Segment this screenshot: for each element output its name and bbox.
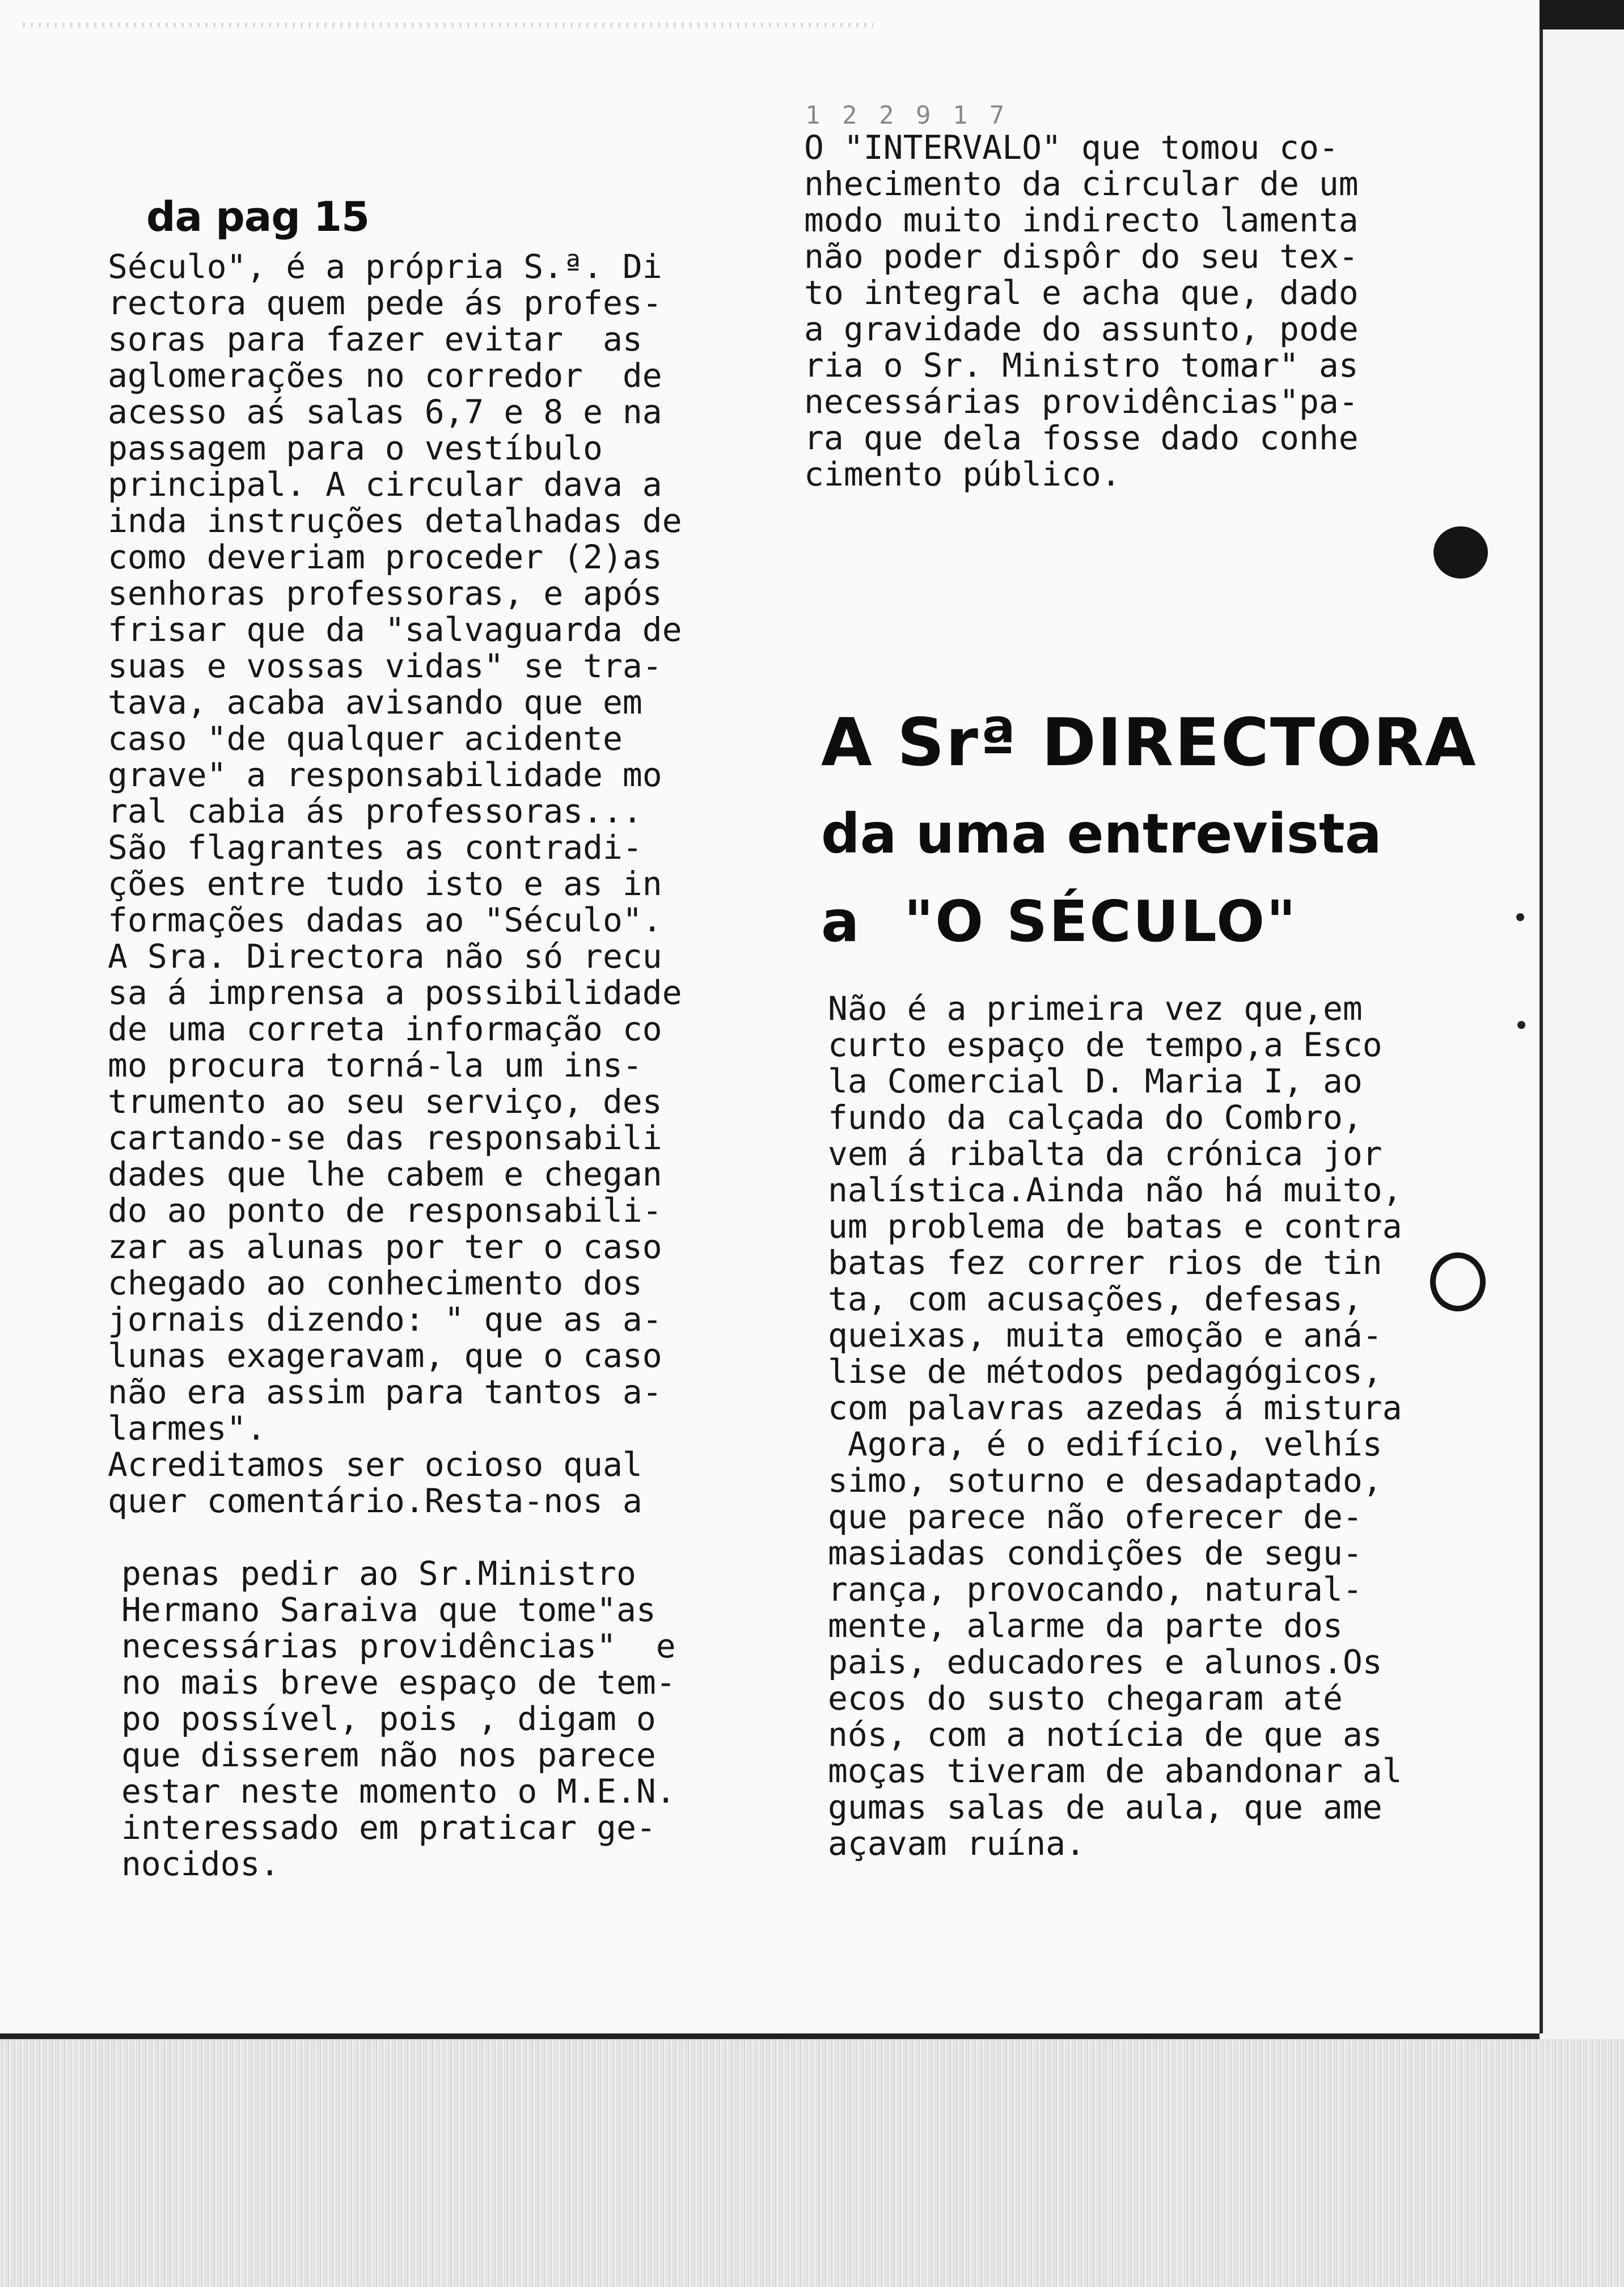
scan-border xyxy=(1540,0,1624,29)
text-line: nós, com a notícia de que as xyxy=(828,1715,1382,1754)
text-line: cartando-se das responsabili xyxy=(108,1119,662,1157)
text-line: Não é a primeira vez que,em xyxy=(828,989,1363,1028)
left-column-bottom xyxy=(121,1555,676,1882)
text-line: O "INTERVALO" que tomou co- xyxy=(804,128,1339,167)
text-line: necessárias providências"pa- xyxy=(804,382,1359,421)
left-column-top xyxy=(108,248,682,1519)
text-line: aglomerações no corredor de xyxy=(108,356,662,395)
text-line: po possível, pois , digam o xyxy=(121,1699,656,1738)
scan-edge xyxy=(0,2033,1540,2039)
text-line: no mais breve espaço de tem- xyxy=(121,1663,676,1702)
headline xyxy=(821,685,1477,977)
text-line: queixas, muita emoção e aná- xyxy=(828,1316,1382,1355)
text-line: zar as alunas por ter o caso xyxy=(108,1227,662,1266)
text-line: vem á ribalta da crónica jor xyxy=(828,1134,1382,1173)
text-line: larmes". xyxy=(108,1409,267,1448)
text-line: pais, educadores e alunos.Os xyxy=(828,1643,1382,1681)
headline-line-1: A Srª DIRECTORA xyxy=(821,704,1477,781)
scan-noise xyxy=(23,23,873,27)
text-line: não era assim para tantos a- xyxy=(108,1373,662,1411)
continued-from-label: da pag 15 xyxy=(146,193,370,240)
text-line: trumento ao seu serviço, des xyxy=(108,1082,662,1121)
text-line: sa á imprensa a possibilidade xyxy=(108,973,682,1012)
text-line: ral cabia ás professoras... xyxy=(108,792,642,830)
text-line: acesso aś salas 6,7 e 8 e na xyxy=(108,393,662,431)
text-line: com palavras azedas á mistura xyxy=(828,1389,1402,1427)
text-line: tava, acaba avisando que em xyxy=(108,683,642,721)
text-line: cimento público. xyxy=(804,455,1121,493)
right-column-bottom xyxy=(828,990,1402,1862)
text-line: necessárias providências" e xyxy=(121,1627,676,1665)
text-line: batas fez correr rios de tin xyxy=(828,1243,1382,1282)
scan-background xyxy=(0,2039,1624,2287)
text-line: suas e vossas vidas" se tra- xyxy=(108,647,662,685)
text-line: ecos do susto chegaram até xyxy=(828,1679,1343,1718)
text-line: São flagrantes as contradi- xyxy=(108,828,642,867)
text-line: Agora, é o edifício, velhís xyxy=(828,1425,1382,1463)
ink-dot-icon xyxy=(1516,913,1524,921)
text-line: de uma correta informação co xyxy=(108,1010,662,1048)
text-line: formações dadas ao "Século". xyxy=(108,901,662,939)
text-line: to integral e acha que, dado xyxy=(804,273,1359,312)
text-line: ra que dela fosse dado conhe xyxy=(804,419,1359,457)
text-line: rança, provocando, natural- xyxy=(828,1570,1363,1609)
text-line: A Sra. Directora não só recu xyxy=(108,937,662,976)
text-line: estar neste momento o M.E.N. xyxy=(121,1772,676,1811)
text-line: lunas exageravam, que o caso xyxy=(108,1336,662,1375)
text-line: quer comentário.Resta-nos a xyxy=(108,1482,642,1520)
text-line: que parece não oferecer de- xyxy=(828,1497,1363,1536)
text-line: masiadas condições de segu- xyxy=(828,1534,1363,1572)
text-line: caso "de qualquer acidente xyxy=(108,719,623,758)
punch-hole-icon xyxy=(1430,1252,1486,1311)
text-line: não poder dispôr do seu tex- xyxy=(804,237,1359,276)
text-line: Hermano Saraiva que tome"as xyxy=(121,1590,656,1629)
text-line: mente, alarme da parte dos xyxy=(828,1606,1343,1645)
text-line: soras para fazer evitar as xyxy=(108,320,642,358)
headline-line-2: da uma entrevista xyxy=(821,802,1382,866)
text-line: um problema de batas e contra xyxy=(828,1207,1402,1246)
text-line: ções entre tudo isto e as in xyxy=(108,864,662,903)
page-stamp: 1 2 2 9 1 7 xyxy=(805,101,1008,130)
text-line: açavam ruína. xyxy=(828,1824,1085,1863)
text-line: gumas salas de aula, que ame xyxy=(828,1788,1382,1826)
text-line: mo procura torná-la um ins- xyxy=(108,1046,642,1085)
text-line: moças tiveram de abandonar al xyxy=(828,1752,1402,1790)
text-line: ta, com acusações, defesas, xyxy=(828,1280,1363,1318)
text-line: fundo da calçada do Combro, xyxy=(828,1098,1363,1137)
text-line: inda instruções detalhadas de xyxy=(108,501,682,540)
text-line: lise de métodos pedagógicos, xyxy=(828,1352,1382,1391)
text-line: como deveriam proceder (2)as xyxy=(108,538,662,576)
text-line: penas pedir ao Sr.Ministro xyxy=(121,1554,636,1593)
text-line: simo, soturno e desadaptado, xyxy=(828,1461,1382,1500)
ink-dot-icon xyxy=(1517,1021,1525,1029)
text-line: frisar que da "salvaguarda de xyxy=(108,610,682,649)
text-line: nhecimento da circular de um xyxy=(804,164,1359,203)
ink-blot-icon xyxy=(1433,526,1488,579)
text-line: que disserem não nos parece xyxy=(121,1736,656,1774)
text-line: rectora quem pede ás profes- xyxy=(108,284,662,322)
text-line: nalística.Ainda não há muito, xyxy=(828,1171,1402,1209)
headline-line-3: a "O SÉCULO" xyxy=(821,888,1298,955)
text-line: jornais dizendo: " que as a- xyxy=(108,1300,662,1339)
text-line: la Comercial D. Maria I, ao xyxy=(828,1062,1363,1100)
text-line: nocidos. xyxy=(121,1845,280,1883)
text-line: curto espaço de tempo,a Esco xyxy=(828,1026,1382,1064)
text-line: do ao ponto de responsabili- xyxy=(108,1191,662,1230)
text-line: modo muito indirecto lamenta xyxy=(804,201,1359,239)
text-line: a gravidade do assunto, pode xyxy=(804,310,1359,348)
text-line: senhoras professoras, e após xyxy=(108,574,662,613)
text-line: dades que lhe cabem e chegan xyxy=(108,1155,662,1193)
text-line: principal. A circular dava a xyxy=(108,465,662,504)
text-line: chegado ao conhecimento dos xyxy=(108,1264,642,1302)
text-line: grave" a responsabilidade mo xyxy=(108,756,662,794)
text-line: passagem para o vestíbulo xyxy=(108,429,603,467)
text-line: interessado em praticar ge- xyxy=(121,1808,656,1847)
text-line: Século", é a própria S.ª. Di xyxy=(108,247,662,286)
text-line: Acreditamos ser ocioso qual xyxy=(108,1445,642,1484)
text-line: ria o Sr. Ministro tomar" as xyxy=(804,346,1359,385)
right-column-top xyxy=(804,129,1359,492)
